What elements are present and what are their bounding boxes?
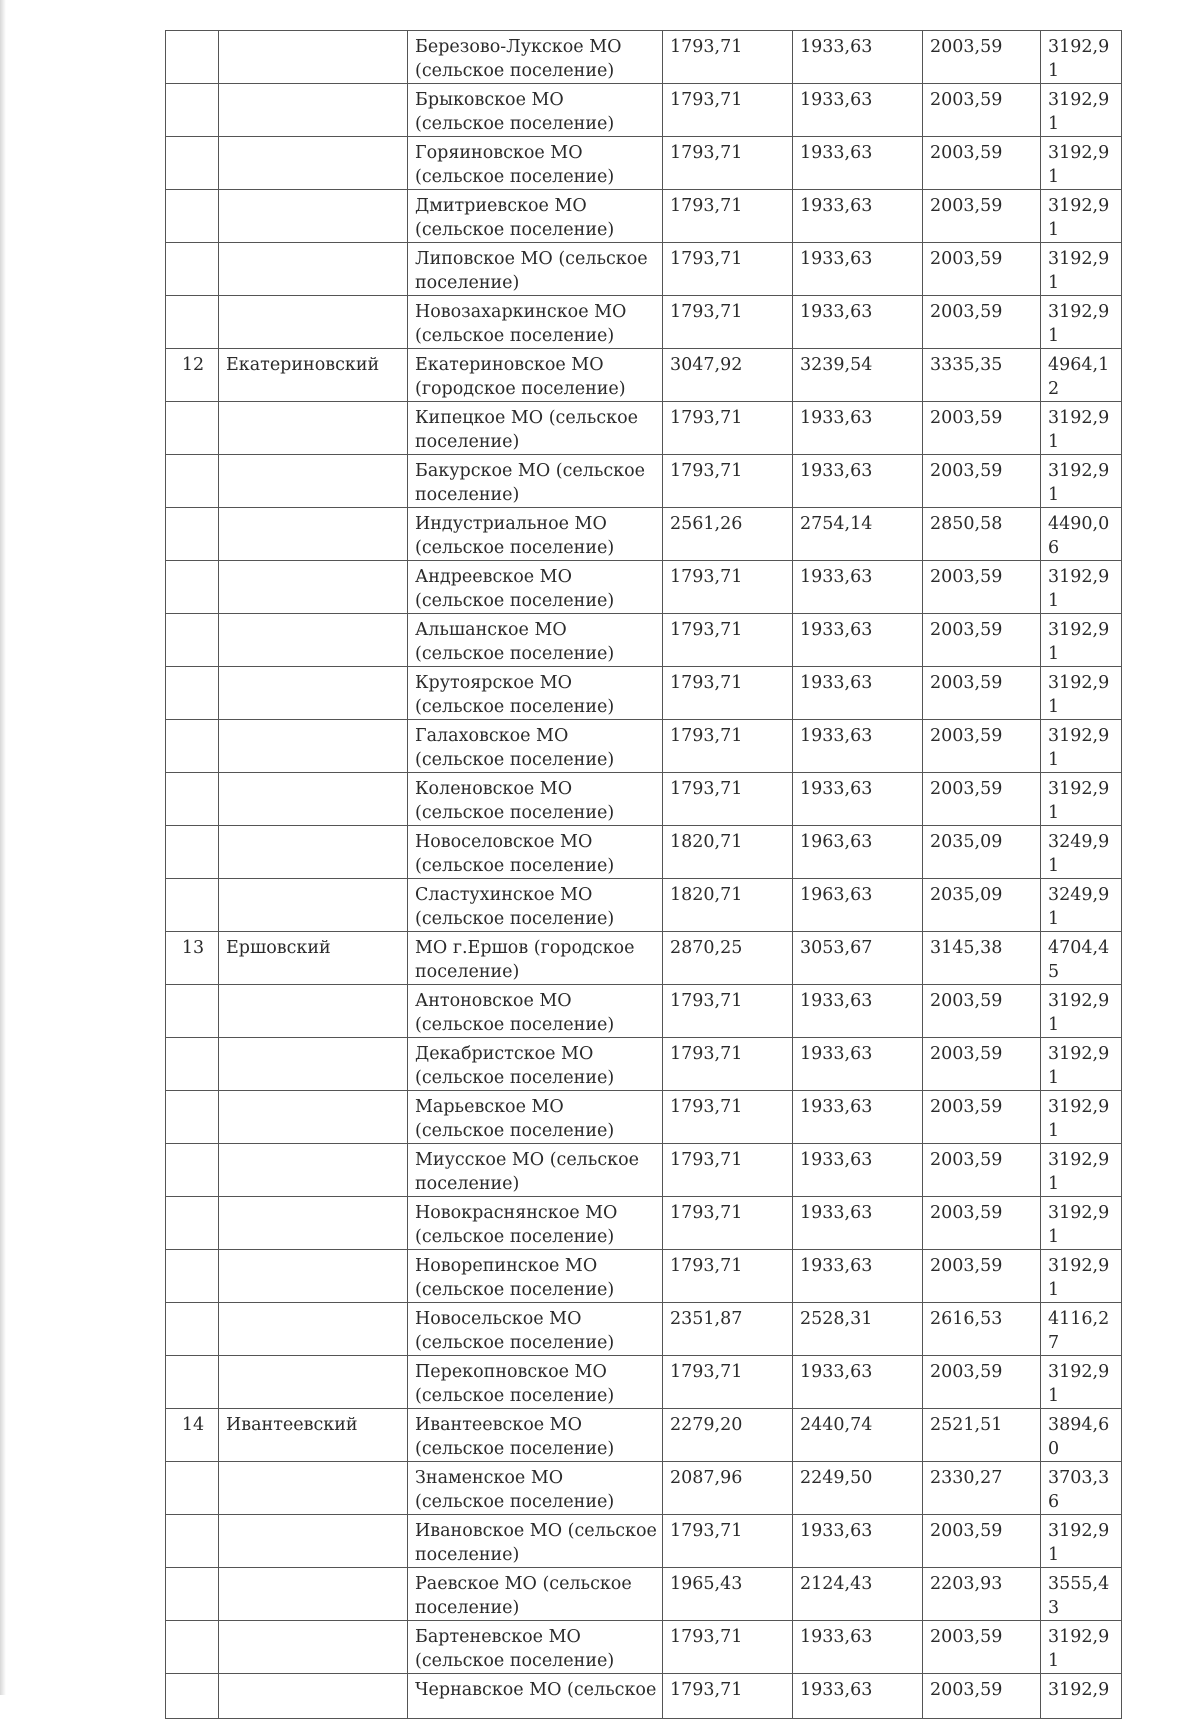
- table-row: [166, 826, 1122, 879]
- value-1-cell: 1793,71: [663, 1091, 793, 1144]
- row-number-cell: 14: [166, 1409, 219, 1462]
- value-2-cell: 1933,63: [793, 84, 923, 137]
- value-3-cell: 2003,59: [923, 243, 1041, 296]
- value-3-cell: 2003,59: [923, 31, 1041, 84]
- value-2-cell: 1933,63: [793, 137, 923, 190]
- table-row: [166, 1621, 1122, 1674]
- municipality-cell: Новорепинское МО (сельское поселение): [408, 1250, 663, 1303]
- value-1-cell: 1965,43: [663, 1568, 793, 1621]
- value-4-cell: 3192,91: [1041, 985, 1122, 1038]
- row-number-cell: [166, 1568, 219, 1621]
- value-1-cell: 1793,71: [663, 1356, 793, 1409]
- municipality-cell: Новоселовское МО (сельское поселение): [408, 826, 663, 879]
- row-number-cell: [166, 1250, 219, 1303]
- row-number-cell: [166, 1303, 219, 1356]
- value-1-cell: 1820,71: [663, 879, 793, 932]
- value-2-cell: 3239,54: [793, 349, 923, 402]
- value-4-cell: 3894,60: [1041, 1409, 1122, 1462]
- row-number-cell: [166, 773, 219, 826]
- row-number-cell: [166, 1091, 219, 1144]
- value-3-cell: 2003,59: [923, 1038, 1041, 1091]
- row-number-cell: [166, 614, 219, 667]
- municipality-cell: Кипецкое МО (сельское поселение): [408, 402, 663, 455]
- row-number-cell: [166, 1356, 219, 1409]
- value-4-cell: 4964,12: [1041, 349, 1122, 402]
- value-4-cell: 3192,91: [1041, 1197, 1122, 1250]
- value-1-cell: 3047,92: [663, 349, 793, 402]
- municipality-cell: Марьевское МО (сельское поселение): [408, 1091, 663, 1144]
- row-number-cell: [166, 1515, 219, 1568]
- table-row: [166, 773, 1122, 826]
- municipality-cell: Альшанское МО (сельское поселение): [408, 614, 663, 667]
- district-cell: [219, 1250, 408, 1303]
- row-number-cell: [166, 720, 219, 773]
- value-1-cell: 2351,87: [663, 1303, 793, 1356]
- district-cell: Екатериновский: [219, 349, 408, 402]
- value-1-cell: 2870,25: [663, 932, 793, 985]
- value-3-cell: 2003,59: [923, 1674, 1041, 1719]
- district-cell: [219, 720, 408, 773]
- table-row: [166, 1515, 1122, 1568]
- table-row: [166, 1091, 1122, 1144]
- tariff-table: [165, 30, 1122, 1719]
- municipality-cell: Новокраснянское МО (сельское поселение): [408, 1197, 663, 1250]
- municipality-cell: Ивановское МО (сельское поселение): [408, 1515, 663, 1568]
- value-3-cell: 2003,59: [923, 561, 1041, 614]
- table-row: [166, 1197, 1122, 1250]
- district-cell: [219, 190, 408, 243]
- value-1-cell: 1793,71: [663, 1197, 793, 1250]
- municipality-cell: МО г.Ершов (городское поселение): [408, 932, 663, 985]
- row-number-cell: [166, 1621, 219, 1674]
- value-3-cell: 2203,93: [923, 1568, 1041, 1621]
- table-row: [166, 720, 1122, 773]
- value-3-cell: 2003,59: [923, 1515, 1041, 1568]
- value-2-cell: 1933,63: [793, 667, 923, 720]
- value-1-cell: 2087,96: [663, 1462, 793, 1515]
- table-row: [166, 296, 1122, 349]
- municipality-cell: Перекопновское МО (сельское поселение): [408, 1356, 663, 1409]
- value-2-cell: 1933,63: [793, 985, 923, 1038]
- district-cell: [219, 1144, 408, 1197]
- value-4-cell: 4490,06: [1041, 508, 1122, 561]
- municipality-cell: Бакурское МО (сельское поселение): [408, 455, 663, 508]
- scan-edge-shadow: [0, 0, 6, 1695]
- value-1-cell: 1793,71: [663, 190, 793, 243]
- municipality-cell: Миусское МО (сельское поселение): [408, 1144, 663, 1197]
- district-cell: [219, 1091, 408, 1144]
- row-number-cell: [166, 508, 219, 561]
- value-4-cell: 3192,91: [1041, 1038, 1122, 1091]
- value-2-cell: 1963,63: [793, 879, 923, 932]
- value-3-cell: 2003,59: [923, 614, 1041, 667]
- table-row: [166, 932, 1122, 985]
- row-number-cell: [166, 1144, 219, 1197]
- district-cell: [219, 1356, 408, 1409]
- value-3-cell: 2035,09: [923, 826, 1041, 879]
- table-row: [166, 1356, 1122, 1409]
- value-2-cell: 1933,63: [793, 402, 923, 455]
- value-3-cell: 2003,59: [923, 667, 1041, 720]
- value-3-cell: 2003,59: [923, 773, 1041, 826]
- district-cell: [219, 1197, 408, 1250]
- row-number-cell: [166, 985, 219, 1038]
- table-row: [166, 84, 1122, 137]
- value-3-cell: 2003,59: [923, 1356, 1041, 1409]
- value-1-cell: 1793,71: [663, 614, 793, 667]
- value-1-cell: 1793,71: [663, 84, 793, 137]
- municipality-cell: Антоновское МО (сельское поселение): [408, 985, 663, 1038]
- value-3-cell: 2850,58: [923, 508, 1041, 561]
- value-1-cell: 1793,71: [663, 1038, 793, 1091]
- table-row: [166, 1144, 1122, 1197]
- district-cell: [219, 773, 408, 826]
- value-3-cell: 3335,35: [923, 349, 1041, 402]
- value-3-cell: 2003,59: [923, 1091, 1041, 1144]
- value-2-cell: 1933,63: [793, 243, 923, 296]
- value-1-cell: 1820,71: [663, 826, 793, 879]
- value-1-cell: 2561,26: [663, 508, 793, 561]
- municipality-cell: Дмитриевское МО (сельское поселение): [408, 190, 663, 243]
- value-1-cell: 1793,71: [663, 243, 793, 296]
- value-4-cell: 3192,91: [1041, 720, 1122, 773]
- table-row: [166, 614, 1122, 667]
- row-number-cell: [166, 1674, 219, 1719]
- value-1-cell: 1793,71: [663, 31, 793, 84]
- row-number-cell: [166, 879, 219, 932]
- value-1-cell: 1793,71: [663, 720, 793, 773]
- value-2-cell: 1933,63: [793, 561, 923, 614]
- value-4-cell: 4704,45: [1041, 932, 1122, 985]
- table-row: [166, 1303, 1122, 1356]
- municipality-cell: Липовское МО (сельское поселение): [408, 243, 663, 296]
- district-cell: [219, 402, 408, 455]
- district-cell: [219, 1515, 408, 1568]
- table-row: [166, 349, 1122, 402]
- value-1-cell: 1793,71: [663, 1250, 793, 1303]
- municipality-cell: Чернавское МО (сельское: [408, 1674, 663, 1719]
- value-2-cell: 1933,63: [793, 1144, 923, 1197]
- district-cell: [219, 137, 408, 190]
- district-cell: [219, 826, 408, 879]
- table-row: [166, 243, 1122, 296]
- value-1-cell: 1793,71: [663, 296, 793, 349]
- value-4-cell: 3192,91: [1041, 1250, 1122, 1303]
- value-2-cell: 2528,31: [793, 1303, 923, 1356]
- value-1-cell: 1793,71: [663, 1621, 793, 1674]
- district-cell: [219, 31, 408, 84]
- value-4-cell: 3192,91: [1041, 561, 1122, 614]
- value-4-cell: 3555,43: [1041, 1568, 1122, 1621]
- district-cell: [219, 1621, 408, 1674]
- table-row: [166, 561, 1122, 614]
- value-4-cell: 3192,91: [1041, 1091, 1122, 1144]
- municipality-cell: Крутоярское МО (сельское поселение): [408, 667, 663, 720]
- value-4-cell: 3249,91: [1041, 826, 1122, 879]
- value-2-cell: 1933,63: [793, 614, 923, 667]
- municipality-cell: Ивантеевское МО (сельское поселение): [408, 1409, 663, 1462]
- value-4-cell: 3192,91: [1041, 1515, 1122, 1568]
- table-row: [166, 31, 1122, 84]
- table-row: [166, 1250, 1122, 1303]
- municipality-cell: Горяиновское МО (сельское поселение): [408, 137, 663, 190]
- value-2-cell: 1933,63: [793, 1038, 923, 1091]
- value-1-cell: 1793,71: [663, 773, 793, 826]
- district-cell: Ершовский: [219, 932, 408, 985]
- value-4-cell: 3192,91: [1041, 455, 1122, 508]
- value-1-cell: 1793,71: [663, 561, 793, 614]
- district-cell: [219, 508, 408, 561]
- row-number-cell: [166, 84, 219, 137]
- value-2-cell: 2754,14: [793, 508, 923, 561]
- district-cell: [219, 1674, 408, 1719]
- municipality-cell: Раевское МО (сельское поселение): [408, 1568, 663, 1621]
- district-cell: [219, 296, 408, 349]
- municipality-cell: Брыковское МО (сельское поселение): [408, 84, 663, 137]
- row-number-cell: 12: [166, 349, 219, 402]
- district-cell: [219, 84, 408, 137]
- row-number-cell: [166, 243, 219, 296]
- value-2-cell: 1933,63: [793, 1250, 923, 1303]
- value-1-cell: 1793,71: [663, 667, 793, 720]
- value-3-cell: 2003,59: [923, 190, 1041, 243]
- value-4-cell: 3192,91: [1041, 137, 1122, 190]
- row-number-cell: [166, 402, 219, 455]
- table-row: [166, 879, 1122, 932]
- table-row: [166, 1568, 1122, 1621]
- value-4-cell: 3249,91: [1041, 879, 1122, 932]
- municipality-cell: Коленовское МО (сельское поселение): [408, 773, 663, 826]
- value-1-cell: 1793,71: [663, 137, 793, 190]
- table-row: [166, 1674, 1122, 1719]
- value-2-cell: 1933,63: [793, 1621, 923, 1674]
- district-cell: [219, 561, 408, 614]
- district-cell: [219, 1303, 408, 1356]
- district-cell: [219, 614, 408, 667]
- table-row: [166, 508, 1122, 561]
- value-4-cell: 3192,91: [1041, 667, 1122, 720]
- value-3-cell: 2003,59: [923, 84, 1041, 137]
- row-number-cell: [166, 1038, 219, 1091]
- value-4-cell: 3703,36: [1041, 1462, 1122, 1515]
- municipality-cell: Новозахаркинское МО (сельское поселение): [408, 296, 663, 349]
- table-row: [166, 190, 1122, 243]
- row-number-cell: [166, 137, 219, 190]
- value-3-cell: 2003,59: [923, 296, 1041, 349]
- value-4-cell: 3192,9: [1041, 1674, 1122, 1719]
- value-2-cell: 1933,63: [793, 1674, 923, 1719]
- value-4-cell: 3192,91: [1041, 84, 1122, 137]
- value-3-cell: 2521,51: [923, 1409, 1041, 1462]
- value-4-cell: 3192,91: [1041, 1621, 1122, 1674]
- row-number-cell: [166, 190, 219, 243]
- value-3-cell: 2003,59: [923, 455, 1041, 508]
- value-3-cell: 2003,59: [923, 137, 1041, 190]
- value-1-cell: 1793,71: [663, 985, 793, 1038]
- municipality-cell: Индустриальное МО (сельское поселение): [408, 508, 663, 561]
- table-row: [166, 455, 1122, 508]
- value-1-cell: 1793,71: [663, 1515, 793, 1568]
- value-3-cell: 2003,59: [923, 402, 1041, 455]
- value-3-cell: 2616,53: [923, 1303, 1041, 1356]
- value-4-cell: 3192,91: [1041, 243, 1122, 296]
- value-3-cell: 2003,59: [923, 1621, 1041, 1674]
- row-number-cell: [166, 1197, 219, 1250]
- value-4-cell: 3192,91: [1041, 1144, 1122, 1197]
- municipality-cell: Бартеневское МО (сельское поселение): [408, 1621, 663, 1674]
- municipality-cell: Сластухинское МО (сельское поселение): [408, 879, 663, 932]
- value-3-cell: 2003,59: [923, 985, 1041, 1038]
- municipality-cell: Декабристское МО (сельское поселение): [408, 1038, 663, 1091]
- table-row: [166, 402, 1122, 455]
- value-4-cell: 3192,91: [1041, 614, 1122, 667]
- value-1-cell: 1793,71: [663, 402, 793, 455]
- row-number-cell: [166, 455, 219, 508]
- municipality-cell: Андреевское МО (сельское поселение): [408, 561, 663, 614]
- row-number-cell: 13: [166, 932, 219, 985]
- row-number-cell: [166, 31, 219, 84]
- value-2-cell: 1933,63: [793, 190, 923, 243]
- value-4-cell: 3192,91: [1041, 296, 1122, 349]
- municipality-cell: Галаховское МО (сельское поселение): [408, 720, 663, 773]
- municipality-cell: Новосельское МО (сельское поселение): [408, 1303, 663, 1356]
- value-2-cell: 1933,63: [793, 1197, 923, 1250]
- table-row: [166, 985, 1122, 1038]
- value-2-cell: 2249,50: [793, 1462, 923, 1515]
- value-2-cell: 2124,43: [793, 1568, 923, 1621]
- table-row: [166, 1462, 1122, 1515]
- value-2-cell: 3053,67: [793, 932, 923, 985]
- row-number-cell: [166, 561, 219, 614]
- district-cell: [219, 455, 408, 508]
- value-1-cell: 1793,71: [663, 455, 793, 508]
- district-cell: [219, 667, 408, 720]
- table-row: [166, 137, 1122, 190]
- value-4-cell: 4116,27: [1041, 1303, 1122, 1356]
- value-4-cell: 3192,91: [1041, 1356, 1122, 1409]
- municipality-cell: Березово-Лукское МО (сельское поселение): [408, 31, 663, 84]
- value-1-cell: 1793,71: [663, 1674, 793, 1719]
- municipality-cell: Знаменское МО (сельское поселение): [408, 1462, 663, 1515]
- value-4-cell: 3192,91: [1041, 190, 1122, 243]
- table-row: [166, 1409, 1122, 1462]
- row-number-cell: [166, 1462, 219, 1515]
- value-2-cell: 1933,63: [793, 1356, 923, 1409]
- value-1-cell: 2279,20: [663, 1409, 793, 1462]
- district-cell: [219, 985, 408, 1038]
- row-number-cell: [166, 826, 219, 879]
- district-cell: [219, 879, 408, 932]
- value-4-cell: 3192,91: [1041, 773, 1122, 826]
- district-cell: [219, 243, 408, 296]
- municipality-cell: Екатериновское МО (городское поселение): [408, 349, 663, 402]
- district-cell: [219, 1462, 408, 1515]
- value-2-cell: 1933,63: [793, 1515, 923, 1568]
- value-2-cell: 1933,63: [793, 1091, 923, 1144]
- value-2-cell: 1933,63: [793, 720, 923, 773]
- value-3-cell: 2003,59: [923, 720, 1041, 773]
- value-3-cell: 2330,27: [923, 1462, 1041, 1515]
- value-3-cell: 2003,59: [923, 1144, 1041, 1197]
- value-3-cell: 2003,59: [923, 1197, 1041, 1250]
- value-2-cell: 2440,74: [793, 1409, 923, 1462]
- value-2-cell: 1963,63: [793, 826, 923, 879]
- district-cell: [219, 1038, 408, 1091]
- tariff-table-body: [166, 31, 1122, 1719]
- value-3-cell: 2003,59: [923, 1250, 1041, 1303]
- value-2-cell: 1933,63: [793, 296, 923, 349]
- value-2-cell: 1933,63: [793, 31, 923, 84]
- value-3-cell: 2035,09: [923, 879, 1041, 932]
- value-4-cell: 3192,91: [1041, 31, 1122, 84]
- table-row: [166, 667, 1122, 720]
- district-cell: Ивантеевский: [219, 1409, 408, 1462]
- value-1-cell: 1793,71: [663, 1144, 793, 1197]
- value-4-cell: 3192,91: [1041, 402, 1122, 455]
- value-2-cell: 1933,63: [793, 455, 923, 508]
- value-2-cell: 1933,63: [793, 773, 923, 826]
- row-number-cell: [166, 667, 219, 720]
- value-3-cell: 3145,38: [923, 932, 1041, 985]
- row-number-cell: [166, 296, 219, 349]
- district-cell: [219, 1568, 408, 1621]
- table-row: [166, 1038, 1122, 1091]
